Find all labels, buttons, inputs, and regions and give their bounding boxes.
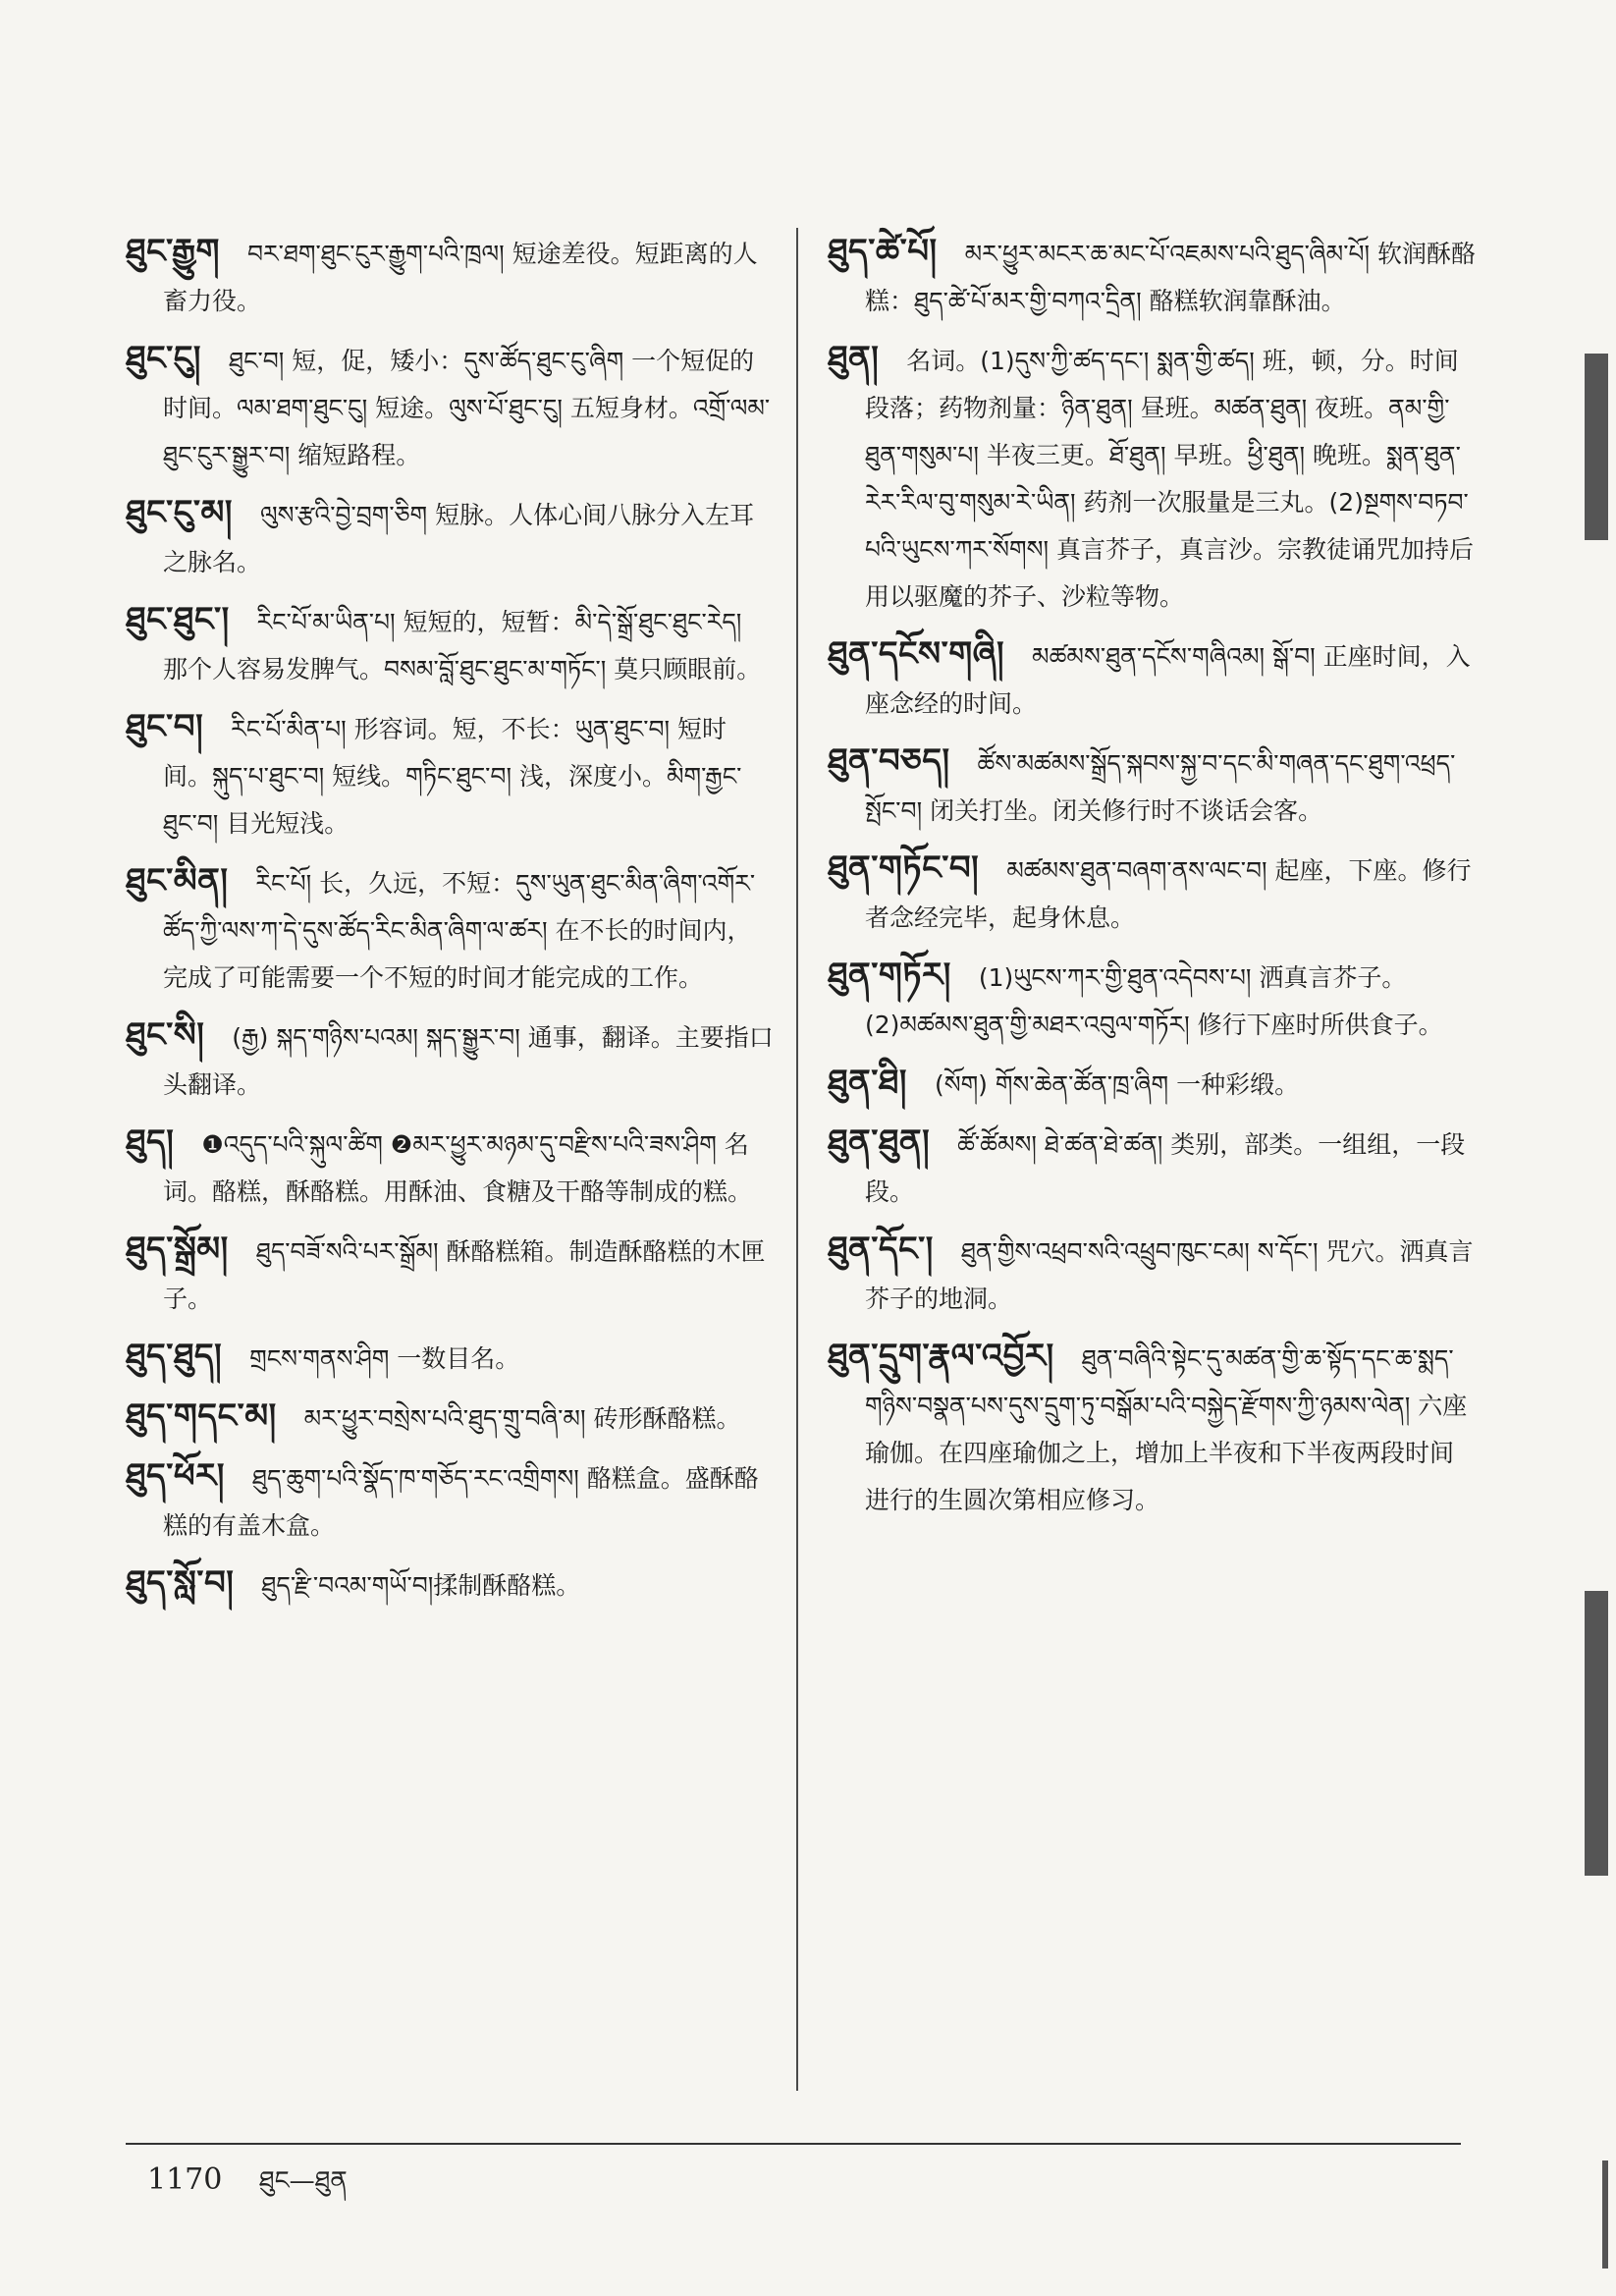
entry-definition: (སོག) གོས་ཆེན་ཚོན་ཁྲ་ཞིག 一种彩缎。 (934, 1070, 1300, 1099)
dictionary-entry (126, 1393, 774, 1443)
entry-definition: རིང་པོ་མིན་པ། 形容词。短，不长：ཡུན་ཐུང་བ། 短时间。སྐུད་པ་ཐུང་བ། 短线。གཏིང་ཐུང་བ། 浅，深度小。མིག་རྒྱང་ཐུང་བ། 目光短浅。 (163, 715, 742, 838)
entry-headword: ཐུང་མིན། (126, 861, 229, 901)
dictionary-entry (828, 738, 1476, 835)
dictionary-entry (126, 857, 774, 1002)
dictionary-entry (126, 1333, 774, 1383)
entry-headword: ཐུན་དོང་། (828, 1230, 934, 1269)
entry-definition: ཐུང་བ། 短，促，矮小：དུས་ཚོད་ཐུང་ངུ་ཞིག 一个短促的时间。ལམ་ཐག་ཐུང་ངུ། 短途。ལུས་པོ་ཐུང་ངུ། 五短身材。འགྲོ་ལམ་ཐུང་ངུར་སྒྱུར་བ། 缩短路程。 (163, 347, 771, 469)
entry-headword: ཐུད་སློ་བ། (126, 1563, 235, 1603)
entry-headword: ཐུང་ངུ་མ། (126, 493, 233, 532)
entry-definition: གྲངས་གནས་ཤིག 一数目名。 (249, 1344, 520, 1373)
entry-definition: རིང་པོ། 长，久远，不短：དུས་ཡུན་ཐུང་མིན་ཞིག་འགོར་ཚོད་ཀྱི་ལས་ཀ་དེ་དུས་ཚོད་རིང་མིན་ཞིག་ལ་ཚར། 在不长的时间内，完成了可能需要一个不短的时间才能完成的工作。 (163, 869, 756, 992)
page-range-guide: ཐུང—ཐུན (258, 2166, 348, 2196)
entry-definition: ཐུད་རྫི་བའམ་གཡོ་བ།揉制酥酪糕。 (261, 1571, 581, 1600)
entry-definition: ལུས་རྩའི་བྱེ་བྲག་ཅིག 短脉。人体心间八脉分入左耳之脉名。 (163, 501, 755, 576)
entry-headword: ཐུན། (828, 339, 880, 378)
dictionary-entry (828, 228, 1476, 325)
entry-definition: ཐུན་གྱིས་འཕྲབ་སའི་འཕྲུབ་ཁུང་ངམ། ས་དོང་། 咒穴。洒真言芥子的地洞。 (865, 1237, 1474, 1313)
dictionary-entry (828, 630, 1476, 728)
dictionary-entry (126, 596, 774, 693)
dictionary-entry (828, 1333, 1476, 1524)
scan-edge-mark (1602, 2160, 1608, 2269)
entry-headword: ཐུང་ཐུང་། (126, 600, 230, 639)
entry-headword: ཐུན་གཏོར། (828, 956, 951, 995)
dictionary-entry (126, 489, 774, 586)
entry-headword: ཐུད་སྒྲོམ། (126, 1230, 229, 1269)
entry-headword: ཐུན་བཅད། (828, 741, 950, 781)
dictionary-entry (126, 1011, 774, 1109)
dictionary-entry (828, 1119, 1476, 1216)
entry-definition: བར་ཐག་ཐུང་ངུར་རྒྱུག་པའི་ཁྲལ། 短途差役。短距离的人畜力役。 (163, 240, 758, 315)
page-number: 1170 (147, 2162, 223, 2197)
entry-definition: མཚམས་ཐུན་དངོས་གཞིའམ། སྒོ་བ། 正座时间，入座念经的时间。 (865, 642, 1471, 718)
dictionary-entry (126, 1452, 774, 1550)
footer-rule (126, 2143, 1461, 2145)
entry-headword: ཐུང་སི། (126, 1015, 205, 1055)
entry-headword: ཐུད་ཚེ་པོ། (828, 232, 938, 271)
scan-edge-marks (1577, 0, 1616, 2296)
dictionary-entry (828, 845, 1476, 942)
entry-definition: (1)ཡུངས་ཀར་གྱི་ཐུན་འདེབས་པ། 洒真言芥子。(2)མཚམས་ཐུན་གྱི་མཐར་འབུལ་གཏོར། 修行下座时所供食子。 (865, 963, 1443, 1039)
page-footer (147, 2153, 348, 2224)
entry-headword: ཐུད་ཐུད། (126, 1337, 223, 1376)
dictionary-entry (126, 1119, 774, 1216)
entry-headword: ཐུང་བ། (126, 707, 204, 746)
scan-edge-mark (1585, 354, 1608, 540)
dictionary-entry (828, 952, 1476, 1049)
dictionary-entry (126, 703, 774, 847)
entry-headword: ཐུན་ཐི། (828, 1063, 907, 1102)
column-divider (796, 228, 798, 2091)
entry-definition: ཚོ་ཚོམས། ཐེ་ཚན་ཐེ་ཚན། 类别，部类。一组组，一段段。 (865, 1130, 1466, 1206)
dictionary-entry (126, 335, 774, 479)
entry-headword: ཐུན་ཐུན། (828, 1122, 931, 1162)
entry-definition: ཐུན་བཞིའི་སྟེང་དུ་མཚན་གྱི་ཆ་སྟོད་དང་ཆ་སྨད་གཉིས་བསྣན་པས་དུས་དྲུག་ཏུ་བསྒོམ་པའི་བསྐྱེད་རྫོགས་ཀྱི་ཉམས་ལེན། 六座瑜伽。在四座瑜伽之上，增加上半夜和下半夜两段时间进行的生圆次第相应修习。 (865, 1344, 1468, 1514)
dictionary-entry (126, 228, 774, 325)
entry-headword: ཐུད། (126, 1122, 175, 1162)
dictionary-entry (828, 335, 1476, 621)
entry-headword: ཐུད་གདང་མ། (126, 1396, 277, 1436)
entry-definition: ཐུད་བཟོ་སའི་པར་སྒྲོམ། 酥酪糕箱。制造酥酪糕的木匣子。 (163, 1237, 766, 1313)
entry-definition: རིང་པོ་མ་ཡིན་པ། 短短的，短暂：མི་དེ་སྒྲོ་ཐུང་ཐུང་རེད། 那个人容易发脾气。བསམ་བློ་ཐུང་ཐུང་མ་གཏོང་། 莫只顾眼前。 (163, 608, 762, 683)
entry-headword: ཐུན་དྲུག་རྣལ་འབྱོར། (828, 1337, 1054, 1376)
dictionary-entry (828, 1059, 1476, 1109)
entry-definition: ཐུད་ཆུག་པའི་སྣོད་ཁ་གཅོད་རང་འགྲིགས། 酪糕盒。盛酥酪糕的有盖木盒。 (163, 1464, 759, 1540)
entry-definition: མར་ཕྱུར་མངར་ཆ་མང་པོ་འཇམས་པའི་ཐུད་ཞིམ་པོ། 软润酥酪糕：ཐུད་ཚེ་པོ་མར་གྱི་བཀའ་དྲིན། 酪糕软润靠酥油。 (865, 240, 1476, 315)
dictionary-entry (126, 1559, 774, 1610)
entry-definition: མར་ཕྱུར་བསྲེས་པའི་ཐུད་གྲུ་བཞི་མ། 砖形酥酪糕。 (303, 1404, 741, 1433)
entry-definition: ཚོས་མཚམས་སྒྲོད་སྐབས་སྐྱ་བ་དང་མི་གཞན་དང་ཐུག་འཕྲད་སྤོང་བ། 闭关打坐。闭关修行时不谈话会客。 (865, 749, 1456, 825)
dictionary-entry (126, 1226, 774, 1323)
right-column (828, 228, 1476, 1534)
left-column (126, 228, 774, 1619)
entry-definition: 名词。(1)དུས་ཀྱི་ཚད་དང་། སྨན་གྱི་ཚད། 班，顿，分。时间段落；药物剂量：ཉིན་ཐུན། 昼班。མཚན་ཐུན། 夜班。ནམ་གྱི་ཐུན་གསུམ་པ། 半夜三更。ཐོ་ཐུན། 早班。ཕྱི་ཐུན། 晚班。སྨན་ཐུན་རེར་རིལ་བུ་གསུམ་རེ་ཡིན། 药剂一次服量是三丸。(2)སྔགས་བཏབ་པའི་ཡུངས་ཀར་སོགས། 真言芥子，真言沙。宗教徒诵咒加持后用以驱魔的芥子、沙粒等物。 (865, 347, 1474, 611)
dictionary-entry (828, 1226, 1476, 1323)
entry-headword: ཐུང་ངུ། (126, 339, 201, 378)
scan-edge-mark (1585, 1591, 1608, 1876)
entry-definition: མཚམས་ཐུན་བཞག་ནས་ལང་བ། 起座，下座。修行者念经完毕，起身休息。 (865, 856, 1472, 932)
entry-headword: ཐུན་གཏོང་བ། (828, 848, 980, 888)
entry-headword: ཐུན་དངོས་གཞི། (828, 634, 1005, 674)
entry-definition: (རྒྱ) སྐད་གཉིས་པའམ། སྐད་སྒྱུར་བ། 通事，翻译。主要指口头翻译。 (163, 1023, 774, 1099)
entry-headword: ཐུང་རྒྱུག (126, 232, 220, 271)
entry-definition: ❶འདུད་པའི་སྐུལ་ཚིག ❷མར་ཕྱུར་མཉམ་དུ་བརྫིས་པའི་ཟས་ཤིག 名词。酪糕，酥酪糕。用酥油、食糖及干酪等制成的糕。 (163, 1130, 753, 1206)
entry-headword: ཐུད་ཕོར། (126, 1456, 225, 1496)
